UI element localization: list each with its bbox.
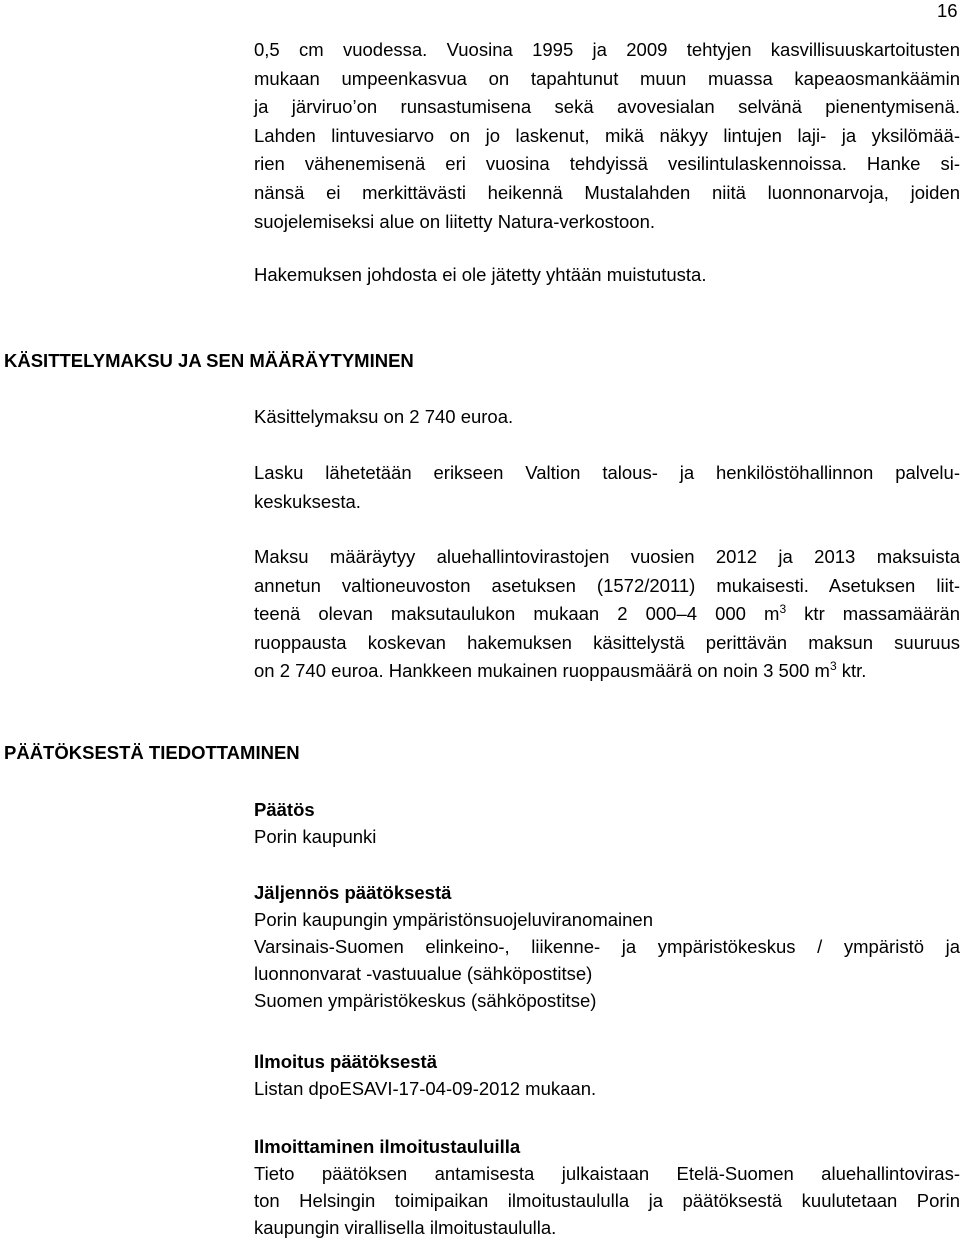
intro-paragraph	[254, 36, 960, 236]
invoice-line-2: keskuksesta.	[254, 490, 361, 512]
superscript-3: 3	[779, 602, 787, 617]
copy-recipient: Suomen ympäristökeskus (sähköpostitse)	[254, 990, 597, 1011]
intro-line-5: rien vähenemisenä eri vuosina tehdyissä vesilintulaskennoissa. Hanke si-	[254, 153, 960, 175]
notification-section-heading: PÄÄTÖKSESTÄ TIEDOTTAMINEN	[4, 742, 300, 763]
fee-section-heading: KÄSITTELYMAKSU JA SEN MÄÄRÄYTYMINEN	[4, 350, 414, 371]
intro-line-6: nänsä ei merkittävästi heikennä Mustalahden niitä luonnonarvoja, joiden	[254, 181, 960, 203]
intro-line-4: Lahden lintuvesiarvo on jo laskenut, mikä näkyy lintujen laji- ja yksilömää-	[254, 124, 960, 146]
copy-title: Jäljennös päätöksestä	[254, 882, 452, 903]
invoice-paragraph	[254, 459, 960, 516]
intro-line-1: 0,5 cm vuodessa. Vuosina 1995 ja 2009 tehtyjen kasvillisuuskartoitusten	[254, 39, 960, 60]
basis-line-5-tail: ktr.	[836, 660, 867, 682]
decision-title: Päätös	[254, 799, 315, 820]
basis-line-1: Maksu määräytyy aluehallintovirastojen vuosien 2012 ja 2013 maksuista	[254, 546, 960, 567]
copy-block	[254, 879, 960, 1014]
invoice-line-1: Lasku lähetetään erikseen Valtion talous- ja henkilöstöhallinnon palvelu-	[254, 462, 960, 483]
notice-board-title: Ilmoittaminen ilmoitustauluilla	[254, 1136, 521, 1157]
intro-line-7: suojelemiseksi alue on liitetty Natura-verkostoon.	[254, 210, 656, 232]
no-objections-statement	[254, 261, 960, 290]
fee-amount	[254, 403, 960, 432]
no-objections-text: Hakemuksen johdosta ei ole jätetty yhtään muistutusta.	[254, 264, 707, 285]
copy-recipient: Varsinais-Suomen elinkeino-, liikenne- ja ympäristökeskus / ympäristö ja	[254, 936, 960, 957]
notice-board-line: ton Helsingin toimipaikan ilmoitustaululla ja päätöksestä kuulutetaan Porin	[254, 1190, 960, 1211]
notice-title: Ilmoitus päätöksestä	[254, 1051, 438, 1072]
basis-line-5	[254, 657, 960, 686]
notice-block	[254, 1048, 960, 1102]
notice-board-block	[254, 1133, 960, 1241]
page-number: 16	[937, 0, 958, 21]
fee-basis-paragraph	[254, 543, 960, 686]
basis-line-2: annetun valtioneuvoston asetuksen (1572/2011) mukaisesti. Asetuksen liit-	[254, 574, 960, 596]
basis-line-3	[254, 600, 960, 629]
copy-recipient: Porin kaupungin ympäristönsuojeluviranomainen	[254, 909, 654, 930]
basis-line-4: ruoppausta koskevan hakemuksen käsittelystä perittävän maksun suuruus	[254, 631, 960, 653]
decision-recipient: Porin kaupunki	[254, 826, 377, 847]
notice-text: Listan dpoESAVI-17-04-09-2012 mukaan.	[254, 1078, 597, 1099]
intro-line-2: mukaan umpeenkasvua on tapahtunut muun muassa kapeaosmankäämin	[254, 67, 960, 89]
superscript-3: 3	[829, 659, 837, 674]
basis-line-3-text: teenä olevan maksutaulukon mukaan 2 000–4 000 m	[254, 603, 780, 625]
fee-amount-text: Käsittelymaksu on 2 740 euroa.	[254, 406, 514, 427]
notice-board-line: Tieto päätöksen antamisesta julkaistaan Etelä-Suomen aluehallintoviras-	[254, 1163, 960, 1184]
basis-line-5-text: on 2 740 euroa. Hankkeen mukainen ruoppausmäärä on noin 3 500 m	[254, 660, 830, 682]
intro-line-3: ja järviruo’on runsastumisena sekä avovesialan selvänä pienentymisenä.	[254, 96, 960, 118]
basis-line-3-tail: ktr massamäärän	[786, 603, 960, 625]
copy-recipient: luonnonvarat -vastuualue (sähköpostitse)	[254, 963, 593, 984]
decision-block	[254, 796, 960, 850]
notice-board-line: kaupungin virallisella ilmoitustaululla.	[254, 1217, 557, 1238]
